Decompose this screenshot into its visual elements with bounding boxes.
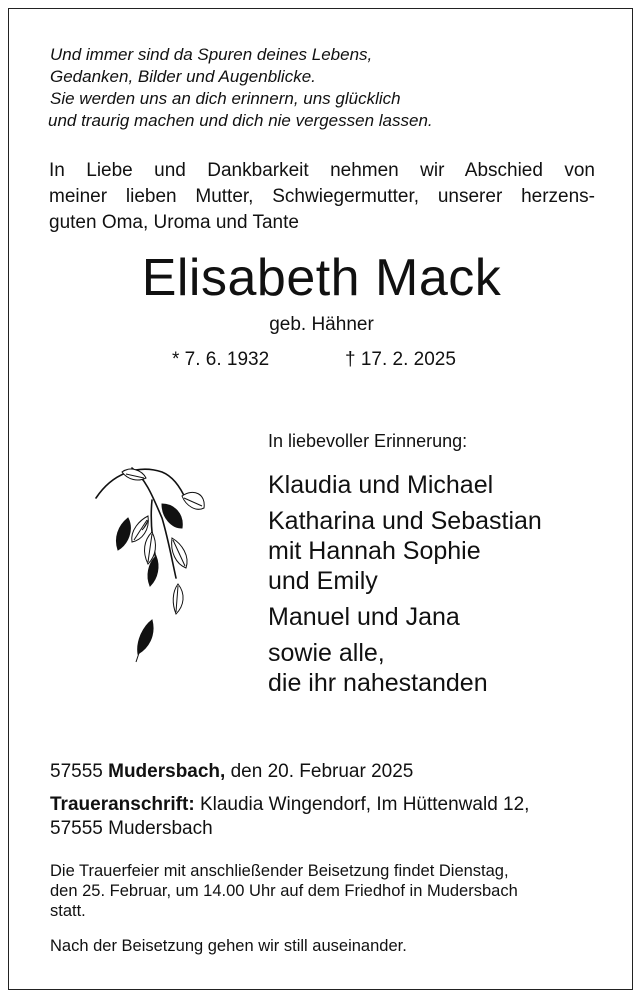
mourner-line: mit Hannah Sophie <box>268 537 481 565</box>
address-label: Traueranschrift: <box>50 794 195 815</box>
funeral-line: den 25. Februar, um 14.00 Uhr auf dem Friedhof in Mudersbach <box>50 882 518 900</box>
birth-date: * 7. 6. 1932 <box>172 349 270 370</box>
death-date: † 17. 2. 2025 <box>345 349 456 370</box>
place-town: Mudersbach, <box>108 761 226 782</box>
mourner-line: Katharina und Sebastian <box>268 507 542 535</box>
poem-line: und traurig machen und dich nie vergessen lassen. <box>48 111 433 130</box>
birth-name: geb. Hähner <box>269 314 374 335</box>
intro-line: meiner lieben Mutter, Schwiegermutter, unserer herzens- <box>49 186 595 207</box>
birch-branch-icon <box>92 460 222 670</box>
mourning-address <box>50 793 529 841</box>
intro-text <box>49 158 595 236</box>
funeral-line: statt. <box>50 902 86 920</box>
poem-line: Und immer sind da Spuren deines Lebens, <box>50 45 373 64</box>
poem <box>50 44 433 132</box>
mourner-line: und Emily <box>268 567 378 595</box>
poem-line: Gedanken, Bilder und Augenblicke. <box>50 67 316 86</box>
mourner-group <box>268 506 542 596</box>
mourner-line: sowie alle, <box>268 639 385 667</box>
funeral-info <box>50 861 518 921</box>
mourner-group <box>268 470 542 500</box>
place-zip: 57555 <box>50 761 103 782</box>
funeral-line: Die Trauerfeier mit anschließender Beisetzung findet Dienstag, <box>50 862 509 880</box>
closing-note: Nach der Beisetzung gehen wir still auseinander. <box>50 937 407 955</box>
address-line: Klaudia Wingendorf, Im Hüttenwald 12, <box>199 794 530 815</box>
mourner-line: Manuel und Jana <box>268 603 460 631</box>
mourner-group <box>268 638 542 698</box>
address-line: 57555 Mudersbach <box>50 818 213 839</box>
memory-label: In liebevoller Erinnerung: <box>268 431 468 451</box>
mourner-line: die ihr nahestanden <box>268 669 488 697</box>
intro-line: In Liebe und Dankbarkeit nehmen wir Abschied von <box>49 160 595 181</box>
mourner-group <box>268 602 542 632</box>
poem-line: Sie werden uns an dich erinnern, uns glücklich <box>50 89 401 108</box>
mourner-line: Klaudia und Michael <box>268 471 494 499</box>
intro-line: guten Oma, Uroma und Tante <box>49 212 299 233</box>
place-date-text: den 20. Februar 2025 <box>230 761 414 782</box>
place-date <box>50 761 413 783</box>
mourners-list <box>268 470 542 704</box>
deceased-name: Elisabeth Mack <box>141 249 502 307</box>
